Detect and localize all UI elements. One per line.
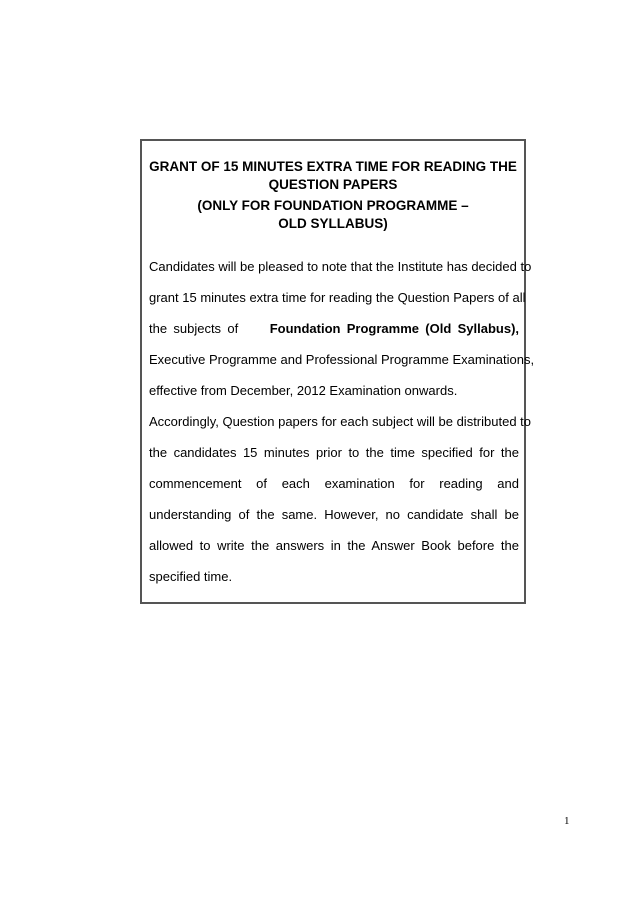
notice-subtitle-line-2: OLD SYLLABUS): [278, 216, 388, 231]
paragraph-2-line-4: understanding of the same. However, no candidate shall be: [149, 507, 519, 522]
notice-title-line-2: QUESTION PAPERS: [268, 177, 398, 192]
paragraph-2-line-2: the candidates 15 minutes prior to the time specified for the: [149, 445, 519, 460]
paragraph-2-line-3: commencement of each examination for reading and: [149, 476, 519, 491]
paragraph-1-line-5: effective from December, 2012 Examination onwards.: [149, 383, 458, 398]
paragraph-2-line-6: specified time.: [149, 569, 233, 584]
paragraph-1-line-3: [149, 320, 519, 351]
paragraph-2-line-5: allowed to write the answers in the Answer Book before the: [149, 538, 519, 553]
paragraph-2: [149, 413, 532, 599]
notice-title: [142, 158, 524, 194]
paragraph-2-line-1: Accordingly, Question papers for each subject will be distributed to: [149, 414, 532, 429]
notice-subtitle: [142, 197, 524, 233]
paragraph-1-line-3-prefix: the subjects of: [149, 321, 239, 336]
notice-title-line-1: GRANT OF 15 MINUTES EXTRA TIME FOR READING THE: [149, 159, 517, 174]
paragraph-1-line-4: Executive Programme and Professional Programme Examinations,: [149, 352, 535, 367]
notice-subtitle-line-1: (ONLY FOR FOUNDATION PROGRAMME –: [197, 198, 469, 213]
paragraph-1-line-1: Candidates will be pleased to note that the Institute has decided to: [149, 259, 532, 274]
paragraph-1: [149, 258, 535, 413]
page-number: 1: [564, 815, 570, 827]
notice-box: [140, 139, 535, 604]
programme-name-bold: Foundation Programme (Old Syllabus),: [269, 321, 520, 336]
paragraph-1-line-2: grant 15 minutes extra time for reading the Question Papers of all: [149, 290, 526, 305]
